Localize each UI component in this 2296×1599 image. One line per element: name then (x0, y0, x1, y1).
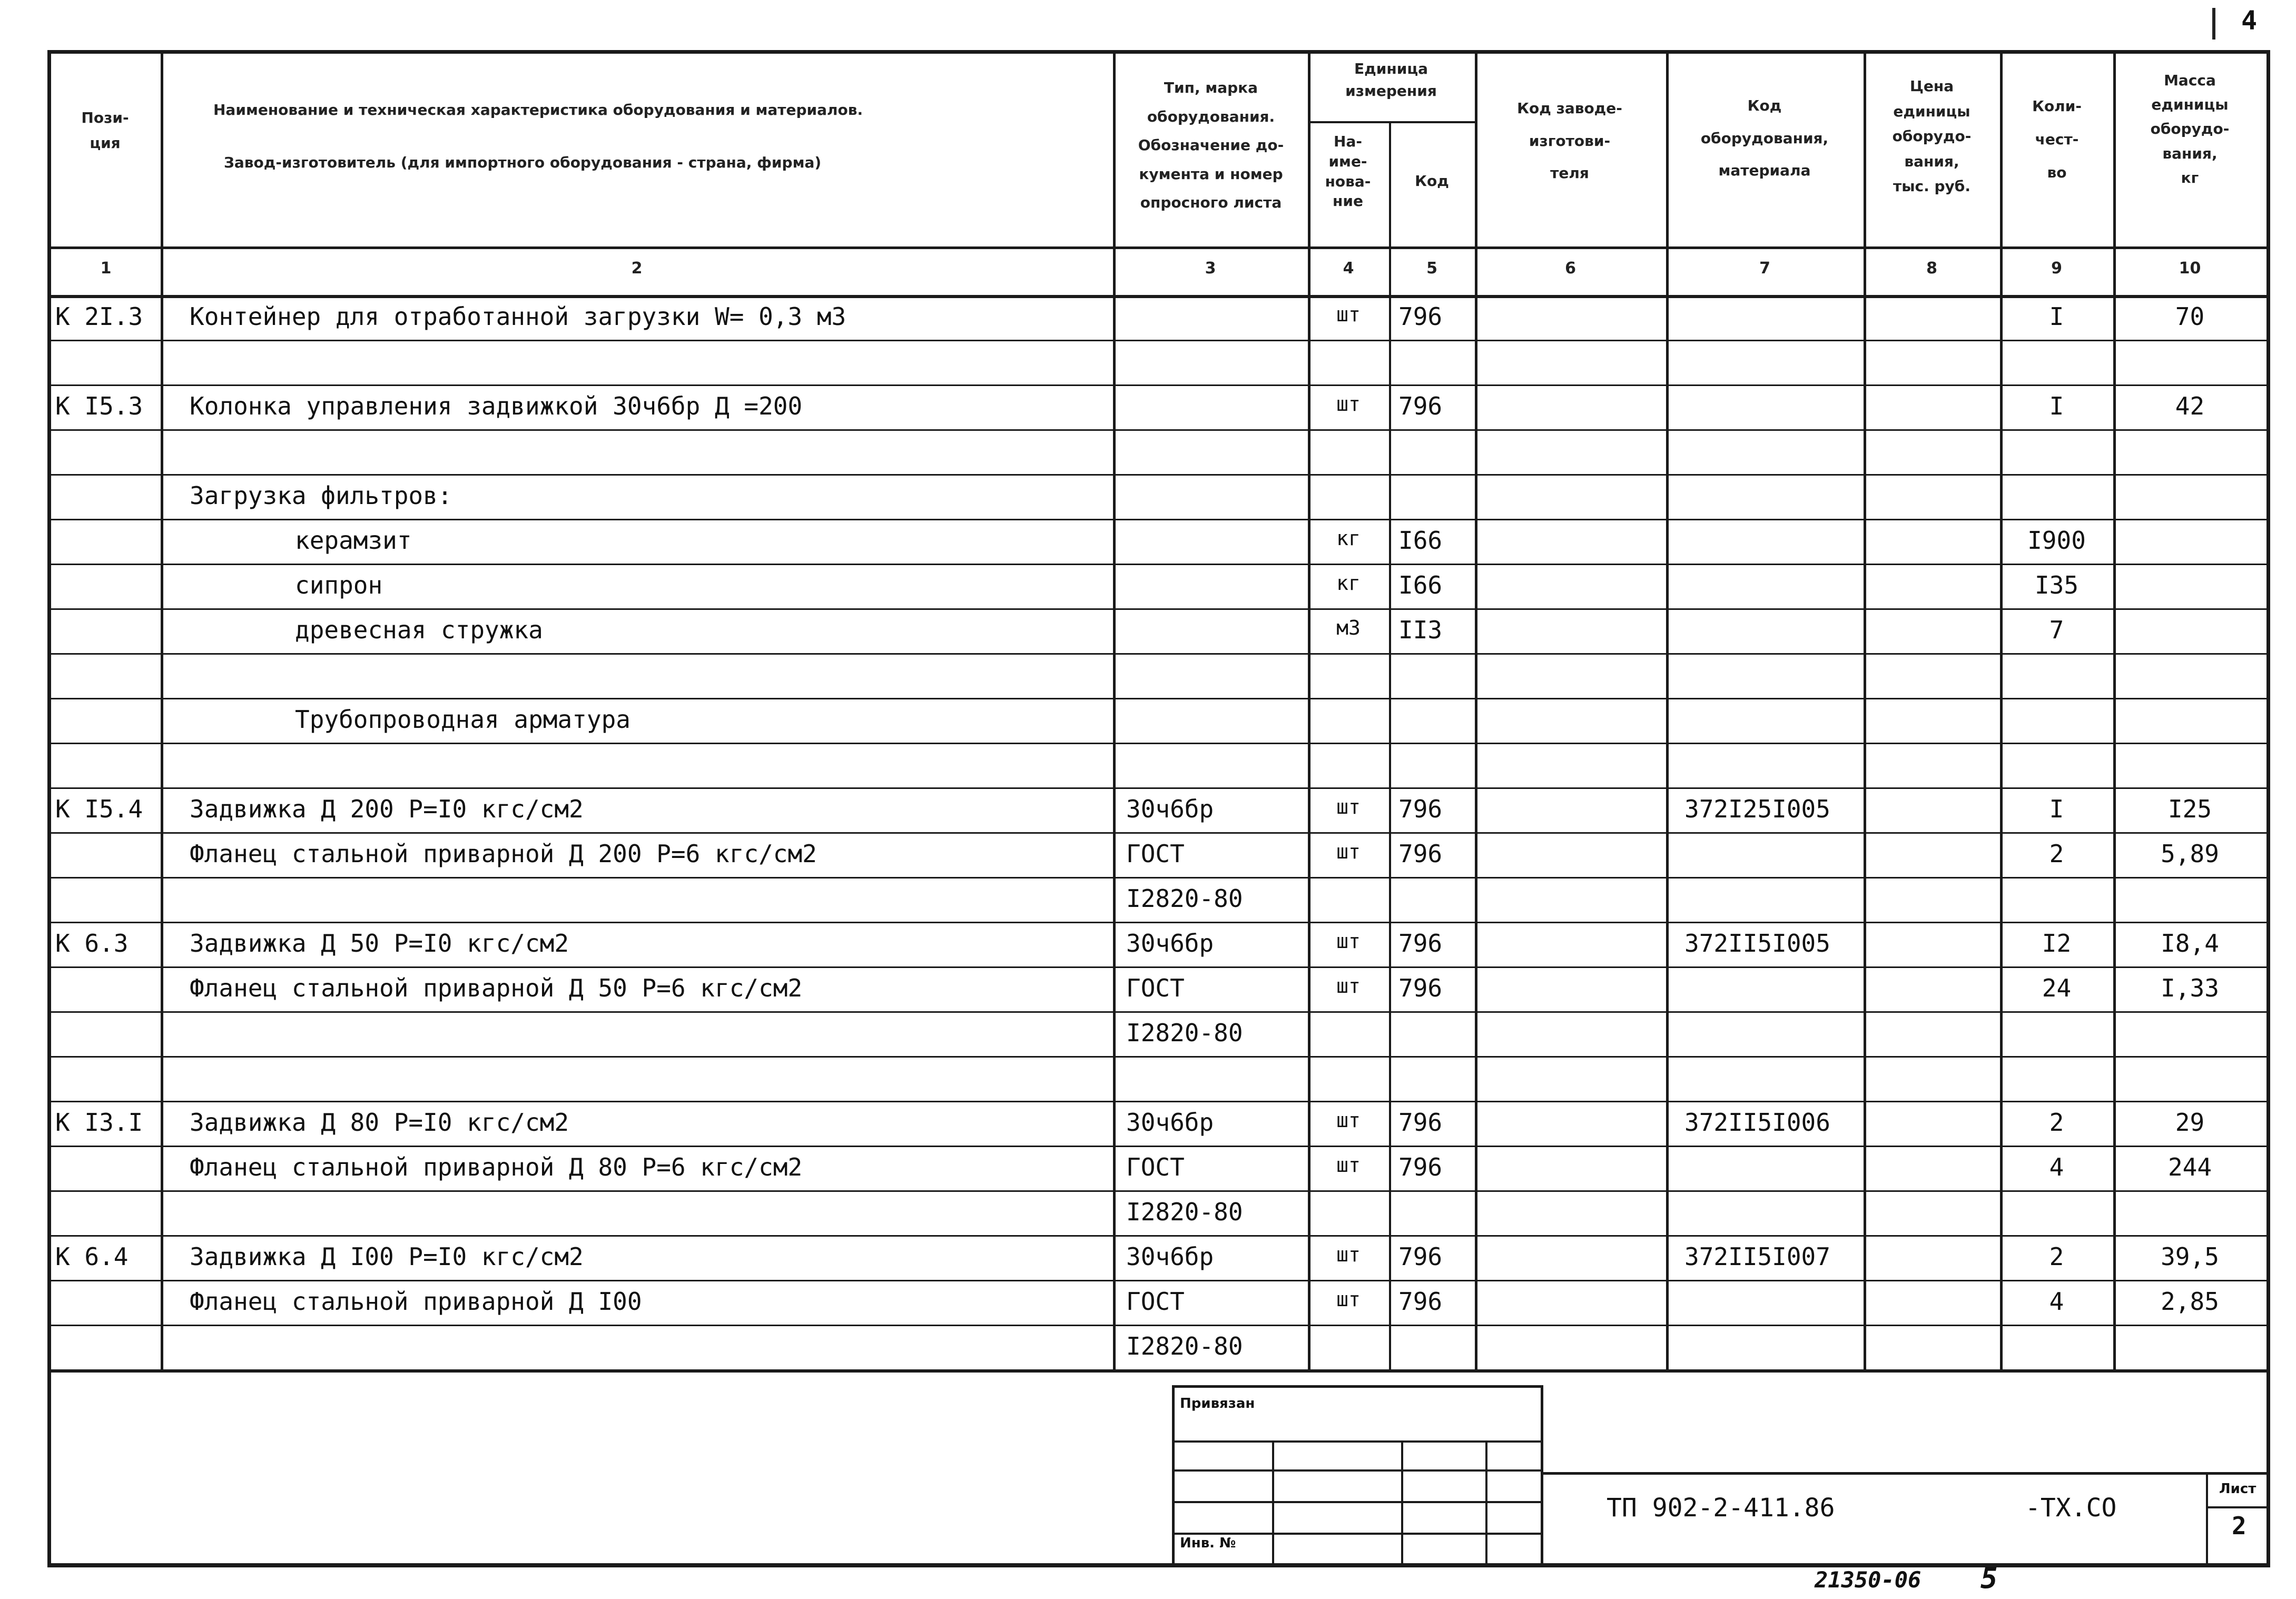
cell-qty: I2 (2042, 929, 2072, 958)
title-block-line (1172, 1533, 1543, 1535)
cell-equip: 372II5I006 (1684, 1108, 1830, 1137)
cell-mass: I,33 (2161, 974, 2219, 1002)
header-name-line1: Наименование и техническая характеристика оборудования и материалов. (213, 101, 863, 119)
cell-name: Фланец стальной приварной Д I00 (190, 1287, 642, 1316)
cell-mass: 39,5 (2161, 1242, 2219, 1271)
row-divider (51, 1190, 2267, 1192)
cell-qty: 2 (2049, 840, 2064, 868)
header-mass: Масса единицы оборудо- вания, кг (2150, 72, 2230, 186)
cell-mass: 42 (2175, 392, 2205, 420)
cell-unit: м3 (1336, 616, 1361, 639)
cell-name: Загрузка фильтров: (190, 481, 452, 510)
sheet-number-marker (2212, 8, 2215, 40)
cell-unit: шт (1336, 930, 1361, 953)
cell-mass: 244 (2167, 1153, 2212, 1181)
row-divider (51, 1325, 2267, 1326)
cell-qty: I (2049, 302, 2064, 331)
column-number: 7 (1759, 259, 1770, 278)
title-block-line (1172, 1385, 1543, 1388)
row-divider (51, 429, 2267, 431)
title-block-line (1485, 1440, 1487, 1567)
cell-name: Фланец стальной приварной Д 50 Р=6 кгс/см2 (190, 974, 803, 1002)
cell-name: Трубопроводная арматура (295, 705, 630, 734)
row-divider (51, 966, 2267, 968)
column-number: 2 (631, 259, 643, 278)
sheet-number: 2 (2232, 1512, 2246, 1540)
column-divider (161, 54, 163, 1369)
cell-code: I66 (1398, 526, 1443, 555)
row-divider (51, 787, 2267, 789)
cell-type: 30ч6бр (1126, 1242, 1214, 1271)
cell-pos: К 6.3 (55, 929, 129, 958)
cell-name: Фланец стальной приварной Д 80 Р=6 кгс/см2 (190, 1153, 803, 1181)
column-number: 1 (100, 259, 112, 278)
column-number: 8 (1926, 259, 1937, 278)
row-divider (51, 384, 2267, 386)
cell-qty: I (2049, 392, 2064, 420)
cell-unit: шт (1336, 974, 1361, 998)
header-bottom-line (51, 246, 2267, 249)
cell-name: Фланец стальной приварной Д 200 Р=6 кгс/см2 (190, 840, 817, 868)
row-divider (51, 608, 2267, 610)
cell-code: 796 (1398, 302, 1443, 331)
document-suffix: -ТХ.СО (2025, 1493, 2117, 1523)
title-block-line (1172, 1385, 1175, 1567)
header-quantity: Коли- чест- во (2032, 97, 2082, 181)
cell-mass: I25 (2167, 795, 2212, 823)
column-divider (1475, 54, 1477, 1369)
cell-unit: кг (1336, 527, 1361, 550)
cell-mass: I8,4 (2161, 929, 2219, 958)
row-divider (51, 832, 2267, 834)
cell-unit: шт (1336, 1153, 1361, 1177)
column-divider (1666, 54, 1669, 1369)
cell-qty: 4 (2049, 1153, 2064, 1181)
cell-type: I2820-80 (1126, 1332, 1243, 1360)
cell-equip: 372II5I007 (1684, 1242, 1830, 1271)
row-divider (51, 340, 2267, 341)
column-number: 5 (1426, 259, 1437, 278)
cell-type: I2820-80 (1126, 1019, 1243, 1047)
header-position: Пози- ция (81, 109, 129, 152)
header-factory-code: Код заводе- изготови- теля (1517, 100, 1622, 182)
cell-pos: К I3.I (55, 1108, 143, 1137)
cell-type: 30ч6бр (1126, 795, 1214, 823)
header-name-line2: Завод-изготовитель (для импортного оборудования - страна, фирма) (224, 154, 822, 171)
row-divider (51, 1235, 2267, 1237)
column-divider (1864, 54, 1866, 1369)
document-code: ТП 902-2-411.86 (1607, 1493, 1835, 1523)
cell-mass: 5,89 (2161, 840, 2219, 868)
row-divider (51, 519, 2267, 520)
cell-type: ГОСТ (1126, 840, 1185, 868)
cell-name: Колонка управления задвижкой 30ч6бр Д =200 (190, 392, 803, 420)
row-divider (51, 653, 2267, 655)
cell-unit: кг (1336, 571, 1361, 595)
title-block-line (1401, 1440, 1403, 1567)
header-price: Цена единицы оборудо- вания, тыс. руб. (1892, 77, 1972, 195)
cell-name: керамзит (295, 526, 412, 555)
cell-unit: шт (1336, 1109, 1361, 1132)
row-divider (51, 743, 2267, 744)
title-block-line (1172, 1501, 1543, 1503)
cell-unit: шт (1336, 303, 1361, 326)
cell-pos: К 6.4 (55, 1242, 129, 1271)
cell-code: 796 (1398, 392, 1443, 420)
cell-type: 30ч6бр (1126, 1108, 1214, 1137)
frame-top (47, 50, 2270, 54)
row-divider (51, 922, 2267, 923)
row-divider (51, 698, 2267, 699)
table-bottom-line (51, 1369, 2267, 1373)
cell-code: II3 (1398, 616, 1443, 644)
cell-equip: 372I25I005 (1684, 795, 1830, 823)
column-number: 4 (1343, 259, 1354, 278)
cell-code: 796 (1398, 840, 1443, 868)
frame-right (2267, 50, 2270, 1567)
cell-name: древесная стружка (295, 616, 543, 644)
cell-mass: 29 (2175, 1108, 2205, 1137)
row-divider (51, 1011, 2267, 1013)
cell-code: I66 (1398, 571, 1443, 599)
title-block-line (1172, 1469, 1543, 1472)
column-divider (1389, 121, 1391, 1369)
cell-qty: 24 (2042, 974, 2072, 1002)
cell-qty: I900 (2027, 526, 2086, 555)
header-unit-code: Код (1415, 172, 1449, 190)
column-divider (1113, 54, 1116, 1369)
cell-unit: шт (1336, 392, 1361, 416)
cell-code: 796 (1398, 1153, 1443, 1181)
unit-subheader-line (1308, 121, 1475, 123)
header-unit: Единица измерения (1345, 60, 1437, 100)
cell-mass: 2,85 (2161, 1287, 2219, 1316)
cell-name: Задвижка Д 50 Р=I0 кгс/см2 (190, 929, 569, 958)
title-block-line (1172, 1440, 1543, 1443)
row-divider (51, 474, 2267, 476)
cell-code: 796 (1398, 1287, 1443, 1316)
title-block-line (1272, 1440, 1274, 1567)
title-block-line (1541, 1385, 1543, 1567)
footer-page: 5 (1980, 1562, 1998, 1595)
row-divider (51, 1056, 2267, 1058)
cell-name: Задвижка Д I00 Р=I0 кгс/см2 (190, 1242, 584, 1271)
cell-qty: 2 (2049, 1242, 2064, 1271)
sheet-top-number: 4 (2241, 5, 2258, 36)
column-number: 10 (2179, 259, 2201, 278)
cell-code: 796 (1398, 1242, 1443, 1271)
cell-name: Контейнер для отработанной загрузки W= 0,3 м3 (190, 302, 846, 331)
cell-unit: шт (1336, 840, 1361, 863)
cell-name: Задвижка Д 80 Р=I0 кгс/см2 (190, 1108, 569, 1137)
cell-unit: шт (1336, 1288, 1361, 1311)
cell-code: 796 (1398, 1108, 1443, 1137)
title-block-line (2206, 1472, 2208, 1567)
cell-equip: 372II5I005 (1684, 929, 1830, 958)
frame-left (47, 50, 51, 1567)
frame-bottom (47, 1563, 2270, 1567)
cell-code: 796 (1398, 929, 1443, 958)
cell-pos: К 2I.3 (55, 302, 143, 331)
row-divider (51, 1280, 2267, 1281)
column-numbers-bottom-line (51, 295, 2267, 298)
header-unit-name: На- име- нова- ние (1325, 133, 1371, 210)
header-equipment-code: Код оборудования, материала (1700, 97, 1829, 180)
cell-qty: 7 (2049, 616, 2064, 644)
title-block-line (1541, 1472, 2268, 1475)
column-number: 6 (1565, 259, 1576, 278)
cell-code: 796 (1398, 974, 1443, 1002)
cell-qty: 2 (2049, 1108, 2064, 1137)
cell-type: I2820-80 (1126, 884, 1243, 913)
sheet-label: Лист (2219, 1481, 2256, 1497)
cell-unit: шт (1336, 795, 1361, 818)
cell-type: ГОСТ (1126, 974, 1185, 1002)
cell-pos: К I5.3 (55, 392, 143, 420)
cell-code: 796 (1398, 795, 1443, 823)
footer-stamp: 21350-06 (1815, 1567, 1921, 1593)
inventory-number-label: Инв. № (1180, 1535, 1236, 1551)
column-number: 9 (2051, 259, 2062, 278)
cell-qty: 4 (2049, 1287, 2064, 1316)
cell-type: 30ч6бр (1126, 929, 1214, 958)
row-divider (51, 877, 2267, 879)
header-type: Тип, марка оборудования. Обозначение до- кумента и номер опросного листа (1138, 79, 1284, 212)
privyazan-label: Привязан (1180, 1396, 1255, 1412)
title-block-line (2206, 1506, 2268, 1508)
cell-mass: 70 (2175, 302, 2205, 331)
cell-unit: шт (1336, 1243, 1361, 1266)
cell-name: сипрон (295, 571, 383, 599)
cell-type: I2820-80 (1126, 1198, 1243, 1226)
cell-type: ГОСТ (1126, 1153, 1185, 1181)
row-divider (51, 1146, 2267, 1147)
cell-pos: К I5.4 (55, 795, 143, 823)
cell-name: Задвижка Д 200 Р=I0 кгс/см2 (190, 795, 584, 823)
row-divider (51, 564, 2267, 565)
cell-qty: I35 (2034, 571, 2079, 599)
row-divider (51, 1101, 2267, 1102)
cell-qty: I (2049, 795, 2064, 823)
column-number: 3 (1205, 259, 1216, 278)
cell-type: ГОСТ (1126, 1287, 1185, 1316)
